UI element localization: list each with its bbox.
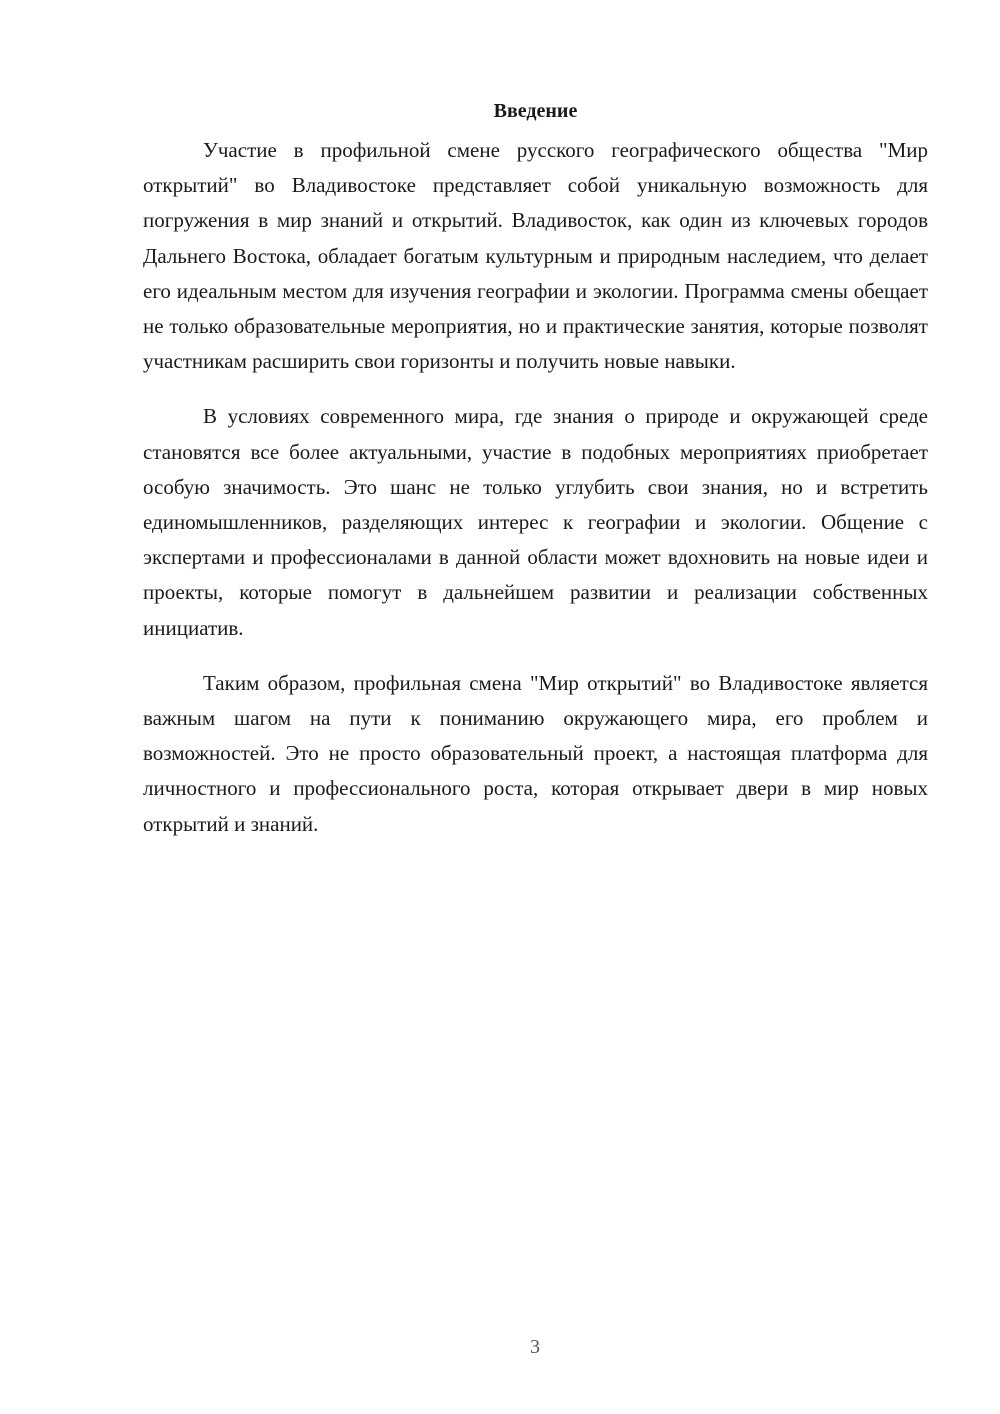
paragraph-3: Таким образом, профильная смена "Мир открытий" во Владивостоке является важным шагом на пути к пониманию окружающего мира, его проблем и возможностей. Это не просто образовательный проект, а настоящая платформа для личностного и профессионального роста, которая открывает двери в мир новых открытий и знаний. xyxy=(143,670,928,836)
page-content xyxy=(143,96,928,842)
paragraph-1: Участие в профильной смене русского географического общества "Мир открытий" во Владивостоке представляет собой уникальную возможность для погружения в мир знаний и открытий. Владивосток, как один из ключевых городов Дальнего Востока, обладает богатым культурным и природным наследием, что делает его идеальным местом для изучения географии и экологии. Программа смены обещает не только образовательные мероприятия, но и практические занятия, которые позволят участникам расширить свои горизонты и получить новые навыки. xyxy=(143,138,928,374)
section-heading: Введение xyxy=(493,100,578,122)
paragraph-2: В условиях современного мира, где знания о природе и окружающей среде становятся все более актуальными, участие в подобных мероприятиях приобретает особую значимость. Это шанс не только углубить свои знания, но и встретить единомышленников, разделяющих интерес к географии и экологии. Общение с экспертами и профессионалами в данной области может вдохновить на новые идеи и проекты, которые помогут в дальнейшем развитии и реализации собственных инициатив. xyxy=(143,404,928,640)
page-number: 3 xyxy=(530,1336,540,1358)
